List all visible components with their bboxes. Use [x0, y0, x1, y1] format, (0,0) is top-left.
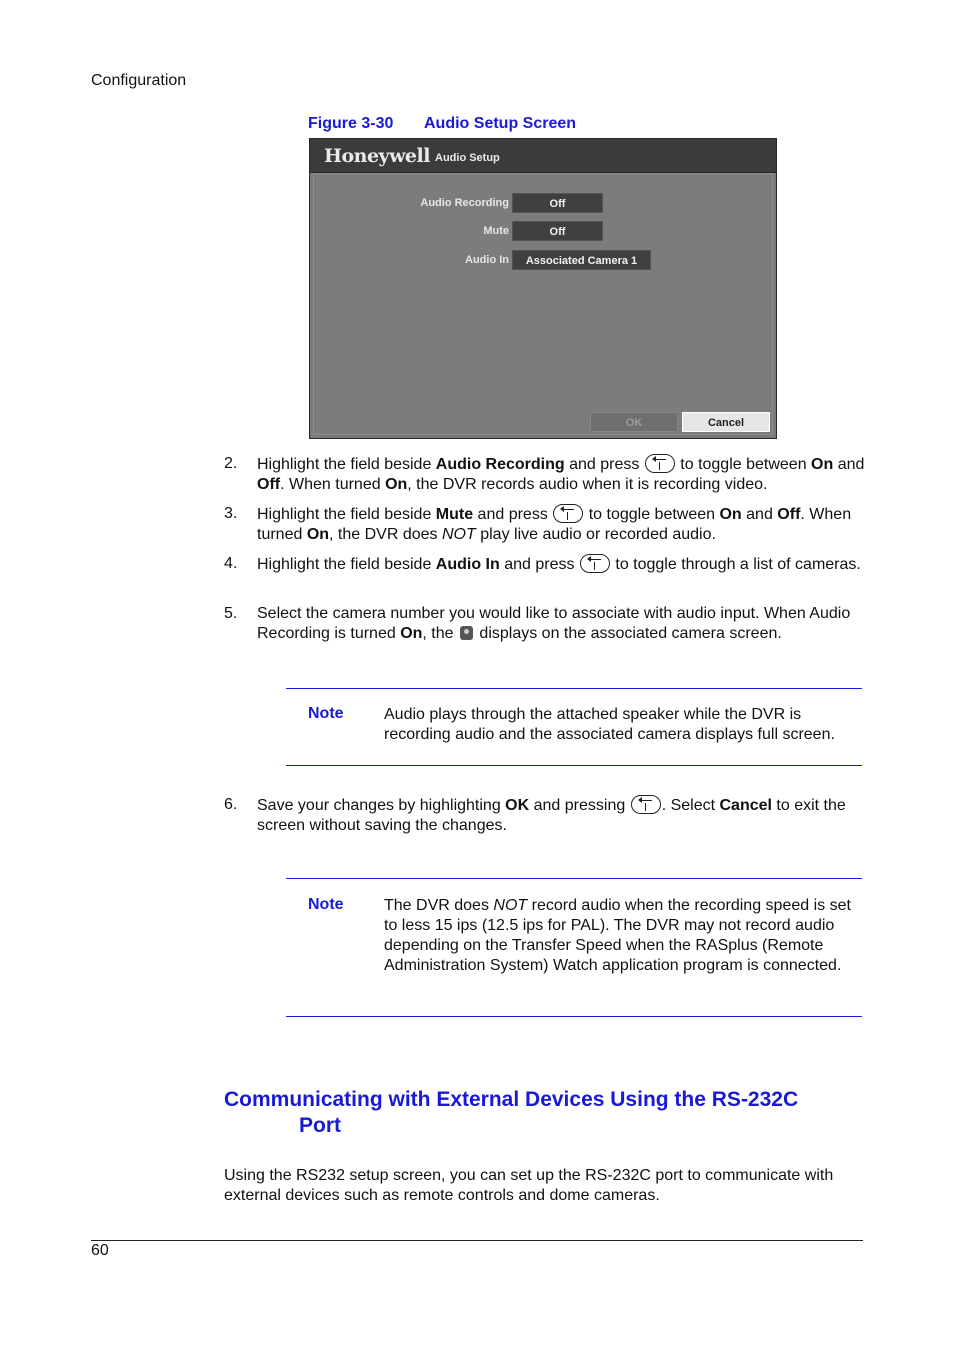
dvr-panel [313, 173, 773, 435]
step-3 [224, 504, 864, 544]
dvr-screen-title: Audio Setup [435, 152, 500, 164]
ok-button[interactable]: OK [590, 412, 678, 432]
honeywell-logo: Honeywell [324, 145, 430, 167]
audio-recording-field[interactable]: Off [512, 193, 603, 213]
figure-title: Audio Setup Screen [424, 115, 577, 132]
step-5 [224, 604, 864, 644]
note-text: Audio plays through the attached speaker while the DVR is recording audio and the associated camera displays full screen. [384, 706, 835, 743]
page-number: 60 [91, 1242, 109, 1259]
step-number: 6. [224, 796, 238, 813]
note-bottom-rule [286, 1016, 862, 1017]
note-top-rule [286, 878, 862, 879]
audio-in-label: Audio In [465, 254, 509, 266]
body-paragraph: Using the RS232 setup screen, you can set up the RS-232C port to communicate with external devices such as remote controls and dome cameras. [224, 1167, 834, 1204]
dvr-audio-setup-screenshot [309, 138, 777, 439]
step-number: 2. [224, 455, 238, 472]
mute-label: Mute [483, 225, 509, 237]
section-heading: Communicating with External Devices Using the RS-232C Port [224, 1088, 799, 1137]
step-6 [224, 795, 864, 835]
note-top-rule [286, 688, 862, 689]
footer-rule [91, 1240, 863, 1241]
audio-in-field[interactable]: Associated Camera 1 [512, 250, 651, 270]
note-label: Note [308, 705, 344, 722]
note-text: The DVR does NOT record audio when the recording speed is set to less 15 ips (12.5 ips for PAL). The DVR may not record audio depending on the Transfer Speed when the RASplus (Remote Administration System) Watch application program is connected. [384, 897, 851, 974]
figure-number: Figure 3-30 [308, 115, 394, 132]
step-text: Save your changes by highlighting OK and pressing . Select Cancel to exit the screen without saving the changes. [257, 797, 846, 834]
enter-button-icon [580, 554, 610, 573]
step-text: Highlight the field beside Mute and press to toggle between On and Off. When turned On, the DVR does NOT play live audio or recorded audio. [257, 506, 852, 543]
audio-camera-icon [460, 626, 473, 640]
enter-button-icon [645, 454, 675, 473]
step-text: Select the camera number you would like to associate with audio input. When Audio Recording is turned On, the displays on the associated camera screen. [257, 605, 851, 642]
figure-caption [308, 115, 576, 133]
step-number: 5. [224, 605, 238, 622]
step-2 [224, 454, 864, 494]
step-text: Highlight the field beside Audio Recording and press to toggle between On and Off. When turned On, the DVR records audio when it is recording video. [257, 456, 865, 493]
step-number: 3. [224, 505, 238, 522]
step-4 [224, 554, 864, 594]
enter-button-icon [631, 795, 661, 814]
cancel-button[interactable]: Cancel [682, 412, 770, 432]
dvr-title-bar [310, 139, 776, 173]
running-header: Configuration [91, 72, 187, 89]
enter-button-icon [553, 504, 583, 523]
note-bottom-rule [286, 765, 862, 766]
mute-field[interactable]: Off [512, 221, 603, 241]
step-number: 4. [224, 555, 238, 572]
audio-recording-label: Audio Recording [420, 197, 509, 209]
note-label: Note [308, 896, 344, 913]
step-text: Highlight the field beside Audio In and press to toggle through a list of cameras. [257, 556, 861, 573]
